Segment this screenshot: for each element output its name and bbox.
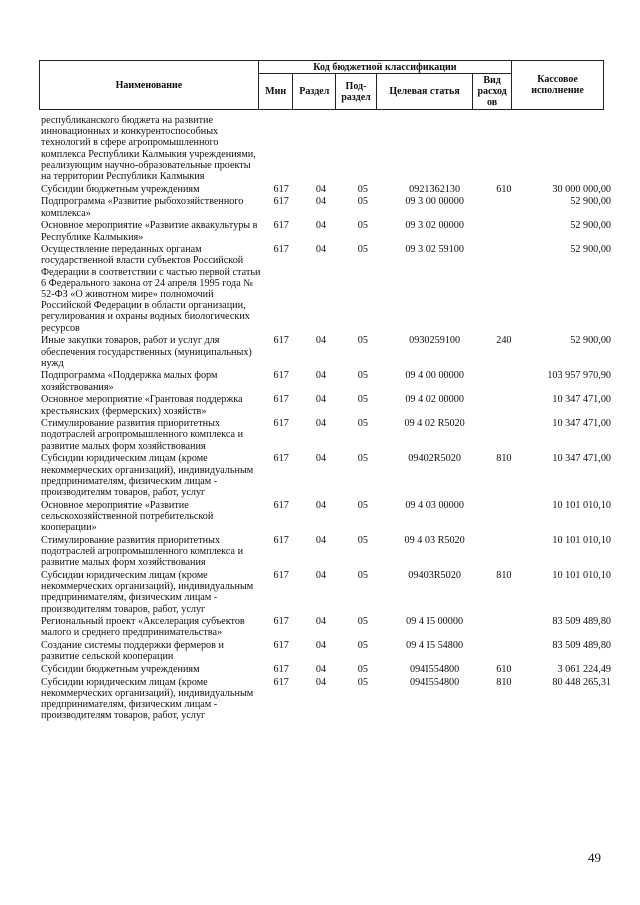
- cell-vid: [485, 500, 522, 534]
- cell-min: [262, 115, 300, 182]
- header-kassa: Кассовое исполнение: [512, 61, 604, 110]
- table-row: [39, 394, 611, 416]
- cell-name: Субсидии бюджетным учреждениям: [41, 183, 200, 195]
- cell-kassa: 52 900,00: [570, 220, 611, 232]
- cell-name: Основное мероприятие «Развитие аквакультуры в Республике Калмыкия»: [41, 220, 258, 243]
- cell-razdel: 04: [315, 370, 327, 382]
- header-vid: Вид расход ов: [473, 74, 512, 110]
- cell-min: 617: [273, 370, 289, 382]
- header-podrazdel: Под-раздел: [336, 74, 377, 110]
- cell-min: 617: [273, 664, 289, 676]
- cell-razdel: 04: [315, 534, 327, 546]
- cell-celevaya: 09 4 03 R5020: [404, 534, 465, 546]
- cell-podrazdel: 05: [357, 370, 368, 382]
- cell-name: Основное мероприятие «Грантовая поддержка крестьянских (фермерских) хозяйств»: [41, 394, 243, 417]
- cell-min: 617: [273, 453, 289, 465]
- table-row: [39, 418, 611, 452]
- table-row: [39, 453, 611, 498]
- header-min: Мин: [258, 74, 293, 110]
- cell-podrazdel: 05: [357, 616, 368, 628]
- cell-min: 617: [273, 394, 289, 406]
- cell-vid: 240: [496, 335, 512, 347]
- cell-razdel: 04: [315, 183, 327, 195]
- cell-podrazdel: 05: [357, 394, 368, 406]
- cell-name: Осуществление переданных органам государственной власти субъектов Российской Федерации в соответствии с частью первой статьи 6 Федерального закона от 24 апреля 1995 года № 52-ФЗ «О животном мире» полномочий Российской Федерации в области организации, регулирования и охраны водных биологических ресурсов: [41, 244, 261, 334]
- table-row: [39, 677, 611, 722]
- cell-celevaya: 094I554800: [409, 664, 460, 676]
- cell-kassa: 10 101 010,10: [552, 499, 611, 511]
- cell-razdel: 04: [315, 418, 327, 430]
- table-row: [39, 370, 611, 392]
- cell-kassa: 10 347 471,00: [552, 418, 611, 430]
- cell-podrazdel: 05: [357, 244, 368, 256]
- cell-razdel: 04: [315, 335, 327, 347]
- cell-min: 617: [273, 534, 289, 546]
- table-row: [39, 640, 611, 662]
- cell-vid: [485, 640, 522, 662]
- cell-name: Субсидии бюджетным учреждениям: [41, 664, 200, 676]
- cell-kassa: 52 900,00: [570, 196, 611, 208]
- cell-razdel: 04: [315, 616, 327, 628]
- header-razdel: Раздел: [293, 74, 336, 110]
- cell-celevaya: 09 4 I5 54800: [406, 640, 464, 652]
- cell-celevaya: 09403R5020: [408, 569, 461, 581]
- cell-razdel: 04: [315, 220, 327, 232]
- cell-razdel: 04: [315, 196, 327, 208]
- cell-razdel: [300, 115, 342, 182]
- cell-vid: [485, 616, 522, 638]
- cell-podrazdel: [342, 115, 384, 182]
- table-row: [39, 115, 611, 182]
- cell-name: Иные закупки товаров, работ и услуг для обеспечения государственных (муниципальных) нужд: [41, 335, 252, 369]
- cell-podrazdel: 05: [357, 499, 368, 511]
- cell-min: 617: [273, 676, 289, 688]
- cell-podrazdel: 05: [357, 664, 368, 676]
- table-body: [39, 115, 611, 723]
- cell-vid: 810: [496, 676, 512, 688]
- cell-name: Создание системы поддержки фермеров и развитие сельской кооперации: [41, 640, 224, 663]
- cell-name: Стимулирование развития приоритетных подотраслей агропромышленного комплекса и развитие малых форм хозяйствования: [41, 534, 244, 569]
- cell-celevaya: 094I554800: [409, 676, 460, 688]
- cell-celevaya: 09 3 00 00000: [405, 196, 464, 208]
- cell-min: 617: [273, 569, 289, 581]
- table-row: [39, 500, 611, 534]
- cell-podrazdel: 05: [357, 196, 368, 208]
- cell-min: 617: [273, 220, 289, 232]
- cell-name: Региональный проект «Акселерация субъектов малого и среднего предпринимательства»: [41, 616, 245, 639]
- cell-min: 617: [273, 183, 289, 195]
- cell-kassa: 10 101 010,10: [552, 534, 611, 546]
- cell-kassa: 52 900,00: [570, 335, 611, 347]
- cell-vid: 810: [496, 569, 512, 581]
- header-celevaya: Целевая статья: [376, 74, 472, 110]
- cell-min: 617: [273, 196, 289, 208]
- cell-name: Основное мероприятие «Развитие сельскохозяйственной потребительской кооперации»: [41, 499, 214, 534]
- cell-celevaya: 09 3 02 59100: [405, 244, 464, 256]
- cell-razdel: 04: [315, 569, 327, 581]
- cell-min: 617: [273, 418, 289, 430]
- cell-razdel: 04: [315, 664, 327, 676]
- cell-podrazdel: 05: [357, 453, 368, 465]
- cell-vid: [485, 115, 522, 182]
- cell-razdel: 04: [315, 244, 327, 256]
- cell-min: 617: [273, 335, 289, 347]
- table-row: [39, 616, 611, 638]
- cell-razdel: 04: [315, 499, 327, 511]
- cell-kassa: 10 347 471,00: [552, 394, 611, 406]
- cell-celevaya: 0930259100: [409, 335, 461, 347]
- cell-vid: [485, 196, 522, 218]
- table-row: [39, 244, 611, 334]
- cell-kassa: 10 101 010,10: [552, 569, 611, 581]
- cell-celevaya: 09 4 02 00000: [405, 394, 464, 406]
- cell-vid: [485, 370, 522, 392]
- cell-min: 617: [273, 499, 289, 511]
- table-row: [39, 220, 611, 242]
- cell-kassa: 52 900,00: [570, 244, 611, 256]
- cell-celevaya: 09 4 00 00000: [405, 370, 464, 382]
- cell-kassa: 30 000 000,00: [552, 183, 611, 195]
- cell-celevaya: [384, 115, 486, 182]
- cell-min: 617: [273, 616, 289, 628]
- cell-kassa: 80 448 265,31: [552, 676, 611, 688]
- cell-min: 617: [273, 640, 289, 652]
- cell-celevaya: 09 3 02 00000: [405, 220, 464, 232]
- cell-vid: 610: [496, 183, 512, 195]
- cell-name: Стимулирование развития приоритетных подотраслей агропромышленного комплекса и развитие малых форм хозяйствования: [41, 418, 244, 452]
- cell-kassa: 10 347 471,00: [552, 453, 611, 465]
- cell-razdel: 04: [315, 676, 327, 688]
- cell-podrazdel: 05: [357, 676, 368, 688]
- cell-podrazdel: 05: [357, 335, 368, 347]
- cell-vid: [485, 244, 522, 334]
- cell-podrazdel: 05: [357, 569, 368, 581]
- cell-name: Субсидии юридическим лицам (кроме некоммерческих организаций), индивидуальным предпринимателям, физическим лицам - производителям товаров, работ, услуг: [41, 569, 254, 615]
- cell-vid: 610: [496, 664, 512, 676]
- cell-min: 617: [273, 244, 289, 256]
- cell-name: Субсидии юридическим лицам (кроме некоммерческих организаций), индивидуальным предпринимателям, физическим лицам - производителям товаров, работ, услуг: [41, 676, 254, 722]
- cell-podrazdel: 05: [357, 534, 368, 546]
- cell-celevaya: 09 4 I5 00000: [406, 616, 464, 628]
- cell-vid: [485, 535, 522, 569]
- cell-vid: 810: [496, 453, 512, 465]
- page-number: 49: [588, 850, 601, 865]
- table-row: [39, 664, 611, 675]
- cell-kassa: 83 509 489,80: [552, 616, 611, 628]
- table-row: [39, 535, 611, 569]
- cell-celevaya: 09 4 02 R5020: [404, 418, 465, 430]
- cell-podrazdel: 05: [357, 220, 368, 232]
- cell-vid: [485, 418, 522, 452]
- cell-razdel: 04: [315, 394, 327, 406]
- cell-vid: [485, 220, 522, 242]
- header-name: Наименование: [40, 61, 259, 110]
- table-row: [39, 335, 611, 369]
- cell-celevaya: 09 4 03 00000: [405, 499, 464, 511]
- cell-celevaya: 09402R5020: [408, 453, 461, 465]
- cell-kassa: 103 957 970,90: [547, 370, 611, 382]
- cell-name: республиканского бюджета на развитие инновационных и конкурентоспособных технологий в сфере агропромышленного комплекса Республики Калмыкия учреждениями, реализующим научно-образовательные проекты на территории Республики Калмыкия: [41, 115, 256, 183]
- table-row: [39, 570, 611, 615]
- header-group: Код бюджетной классификации: [258, 61, 511, 74]
- cell-kassa: 3 061 224,49: [557, 664, 611, 676]
- cell-name: Подпрограмма «Поддержка малых форм хозяйствования»: [41, 370, 218, 393]
- table-row: [39, 196, 611, 218]
- cell-podrazdel: 05: [357, 640, 368, 652]
- cell-podrazdel: 05: [357, 183, 368, 195]
- cell-razdel: 04: [315, 640, 327, 652]
- cell-vid: [485, 394, 522, 416]
- table-header: [39, 60, 604, 110]
- cell-kassa: 83 509 489,80: [552, 640, 611, 652]
- cell-celevaya: 0921362130: [409, 183, 461, 195]
- cell-name: Субсидии юридическим лицам (кроме некоммерческих организаций), индивидуальным предпринимателям, физическим лицам - производителям товаров, работ, услуг: [41, 453, 254, 498]
- cell-name: Подпрограмма «Развитие рыбохозяйственного комплекса»: [41, 196, 244, 219]
- table-row: [39, 184, 611, 195]
- cell-kassa: [522, 115, 611, 182]
- cell-podrazdel: 05: [357, 418, 368, 430]
- cell-razdel: 04: [315, 453, 327, 465]
